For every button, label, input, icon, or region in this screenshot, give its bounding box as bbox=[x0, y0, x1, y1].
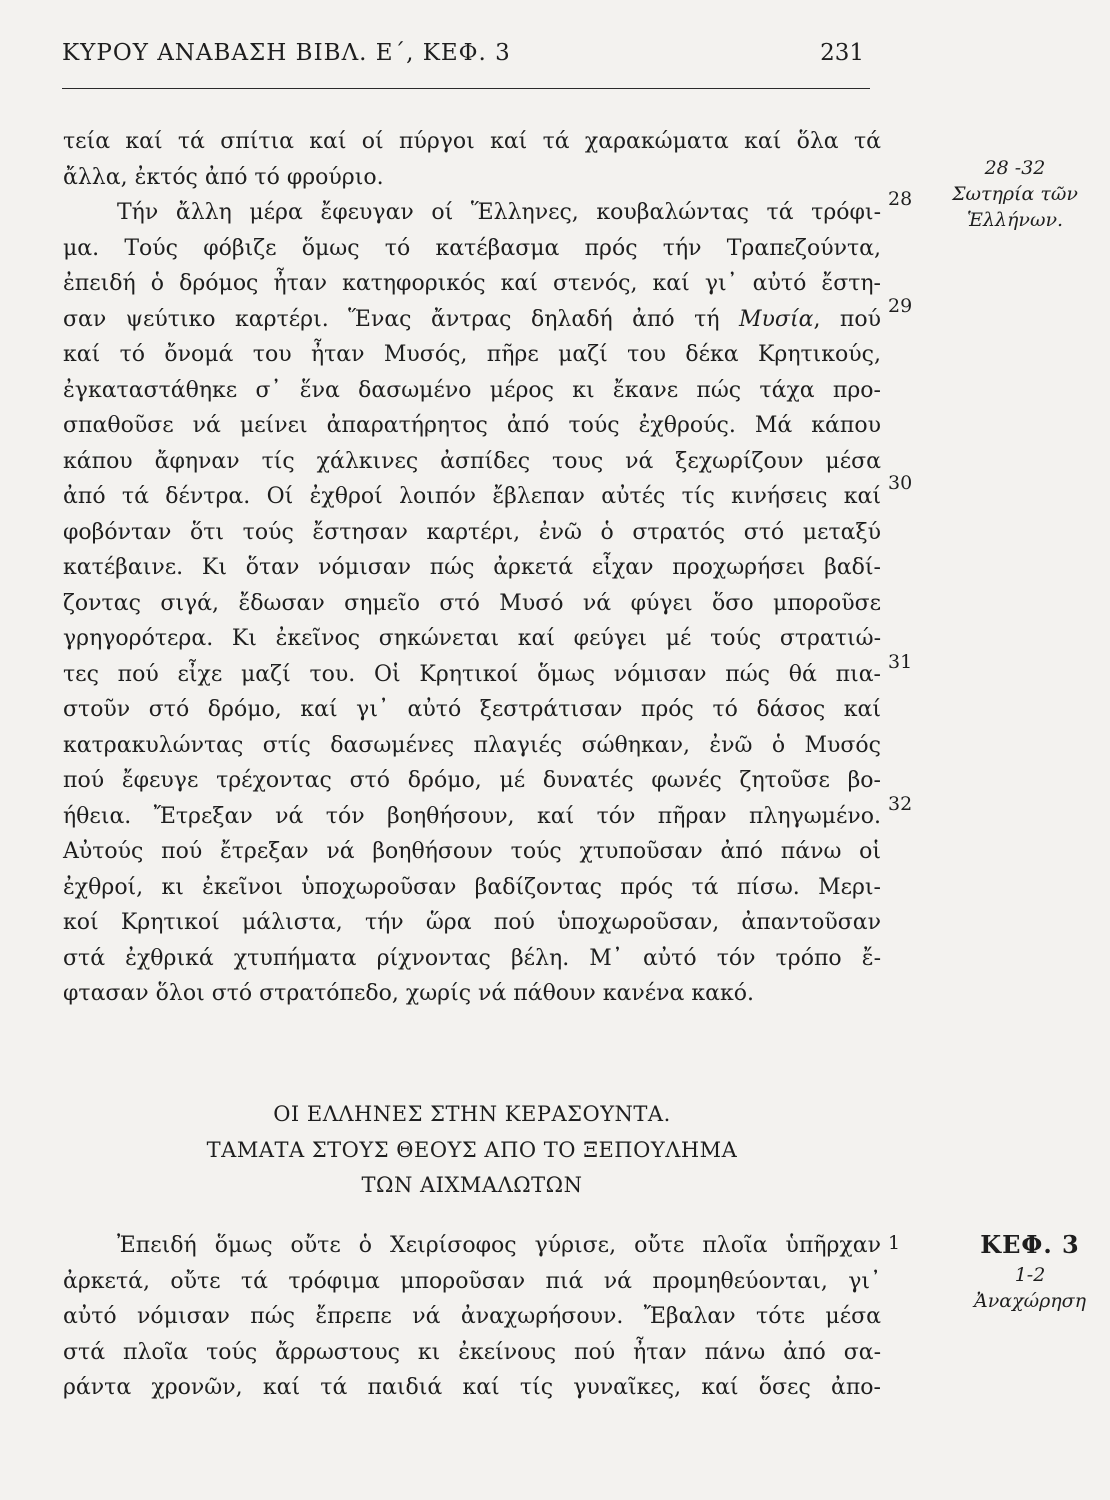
side-note-text: Σωτηρία τῶν bbox=[952, 183, 1078, 205]
text-line: σπαθοῦσε νά μείνει ἀπαρατήρητος ἀπό τούς ἐχθρούς. Μά κάπου bbox=[63, 413, 881, 438]
text-line: ἐπειδή ὁ δρόμος ἦταν κατηφορικός καί στενός, καί γι᾽ αὐτό ἔστη- bbox=[63, 271, 881, 296]
heading-line: ΤΑΜΑΤΑ ΣΤΟΥΣ ΘΕΟΥΣ ΑΠΟ ΤΟ ΞΕΠΟΥΛΗΜΑ bbox=[206, 1137, 738, 1162]
text-line: στοῦν στό δρόμο, καί γι᾽ αὐτό ξεστράτισαν πρός τό δάσος καί bbox=[63, 697, 881, 722]
text-line: γρηγορότερα. Κι ἐκεῖνος σηκώνεται καί φεύγει μέ τούς στρατιώ- bbox=[63, 626, 881, 651]
text-line: Ἐπειδή ὅμως οὔτε ὁ Χειρίσοφος γύρισε, οὔτε πλοῖα ὑπῆρχαν bbox=[117, 1233, 881, 1258]
italic-place-name: Μυσία bbox=[739, 306, 814, 332]
margin-number: 28 bbox=[888, 188, 913, 210]
side-note bbox=[955, 1262, 1105, 1314]
text-line: ζοντας σιγά, ἔδωσαν σημεῖο στό Μυσό νά φύγει ὅσο μποροῦσε bbox=[63, 590, 881, 616]
text-line: κάπου ἄφηναν τίς χάλκινες ἀσπίδες τους νά ξεχωρίζουν μέσα bbox=[63, 448, 881, 474]
text-line: ἄλλα, ἐκτός ἀπό τό φρούριο. bbox=[63, 164, 384, 190]
text-line: Αὐτούς πού ἔτρεξαν νά βοηθήσουν τούς χτυποῦσαν ἀπό πάνω οἱ bbox=[63, 839, 881, 864]
text-line: πού ἔφευγε τρέχοντας στό δρόμο, μέ δυνατές φωνές ζητοῦσε βο- bbox=[63, 768, 881, 793]
text-line: τεία καί τά σπίτια καί οί πύργοι καί τά χαρακώματα καί ὅλα τά bbox=[63, 129, 881, 154]
section-heading bbox=[63, 1098, 881, 1205]
header-title: ΚΥΡΟΥ ΑΝΑΒΑΣΗ ΒΙΒΛ. Ε΄, ΚΕΦ. 3 bbox=[62, 40, 511, 66]
side-note bbox=[930, 155, 1100, 233]
page-number: 231 bbox=[820, 40, 864, 66]
text-line: στά ἐχθρικά χτυπήματα ρίχνοντας βέλη. Μ᾽ αὐτό τόν τρόπο ἔ- bbox=[63, 945, 881, 971]
text-line: κοί Κρητικοί μάλιστα, τήν ὥρα πού ὑποχωροῦσαν, ἀπαντοῦσαν bbox=[63, 910, 881, 935]
text-line: ήθεια. Ἔτρεξαν νά τόν βοηθήσουν, καί τόν πῆραν πληγωμένο. bbox=[63, 803, 881, 829]
side-note-text: Ἑλλήνων. bbox=[966, 209, 1064, 231]
text-line: Τήν ἄλλη μέρα ἔφευγαν οί Ἕλληνες, κουβαλώντας τά τρόφι- bbox=[117, 200, 881, 225]
running-header bbox=[62, 36, 870, 89]
text-line: μα. Τούς φόβιζε ὅμως τό κατέβασμα πρός τήν Τραπεζούντα, bbox=[63, 235, 881, 261]
margin-number: 29 bbox=[888, 295, 913, 317]
text-line: ἐγκαταστάθηκε σ᾽ ἕνα δασωμένο μέρος κι ἔκανε πώς τάχα προ- bbox=[63, 377, 881, 403]
text-line: στά πλοῖα τούς ἄρρωστους κι ἐκείνους πού ἦταν πάνω ἀπό σα- bbox=[63, 1339, 881, 1365]
text-line: αὐτό νόμισαν πώς ἔπρεπε νά ἀναχωρήσουν. Ἔβαλαν τότε μέσα bbox=[63, 1304, 881, 1329]
text-line: ἀπό τά δέντρα. Οί ἐχθροί λοιπόν ἔβλεπαν αὐτές τίς κινήσεις καί bbox=[63, 484, 881, 509]
text-line: φοβόνταν ὅτι τούς ἔστησαν καρτέρι, ἐνῶ ὁ στρατός στό μεταξύ bbox=[63, 519, 881, 545]
heading-line: ΤΩΝ ΑΙΧΜΑΛΩΤΩΝ bbox=[361, 1173, 583, 1197]
text-line: κατέβαινε. Κι ὅταν νόμισαν πώς ἀρκετά εἶχαν προχωρήσει βαδί- bbox=[63, 555, 881, 580]
side-note-range: 28 -32 bbox=[984, 157, 1046, 179]
text-line: ἐχθροί, κι ἐκεῖνοι ὑποχωροῦσαν βαδίζοντας πρός τά πίσω. Μερι- bbox=[63, 874, 881, 900]
text-segment: , πού bbox=[813, 306, 881, 332]
text-line: τες πού εἶχε μαζί του. Οἱ Κρητικοί ὅμως νόμισαν πώς θά πια- bbox=[63, 661, 881, 687]
chapter-text bbox=[63, 1228, 881, 1406]
main-text bbox=[63, 124, 881, 1012]
margin-number: 32 bbox=[888, 793, 913, 815]
chapter-label: ΚΕΦ. 3 bbox=[980, 1230, 1080, 1259]
side-note-text: Ἀναχώρηση bbox=[973, 1290, 1086, 1312]
text-line: ράντα χρονῶν, καί τά παιδιά καί τίς γυναῖκες, καί ὅσες ἀπο- bbox=[63, 1375, 881, 1400]
text-line: ἀρκετά, οὔτε τά τρόφιμα μποροῦσαν πιά νά προμηθεύονται, γι᾽ bbox=[63, 1268, 881, 1294]
text-segment: σαν ψεύτικο καρτέρι. Ἕνας ἄντρας δηλαδή ἀπό τή bbox=[63, 306, 720, 332]
heading-line: ΟΙ ΕΛΛΗΝΕΣ ΣΤΗΝ ΚΕΡΑΣΟΥΝΤΑ. bbox=[273, 1102, 671, 1126]
margin-number: 31 bbox=[888, 651, 913, 673]
margin-number: 1 bbox=[888, 1232, 901, 1254]
text-line-with-italic bbox=[63, 302, 881, 338]
margin-number: 30 bbox=[888, 472, 913, 494]
side-note-range: 1-2 bbox=[1014, 1264, 1046, 1286]
text-line: κατρακυλώντας στίς δασωμένες πλαγιές σώθηκαν, ἐνῶ ὁ Μυσός bbox=[63, 732, 881, 758]
text-line: φτασαν ὅλοι στό στρατόπεδο, χωρίς νά πάθουν κανένα κακό. bbox=[63, 981, 754, 1006]
text-line: καί τό ὄνομά του ἦταν Μυσός, πῆρε μαζί του δέκα Κρητικούς, bbox=[63, 342, 881, 367]
